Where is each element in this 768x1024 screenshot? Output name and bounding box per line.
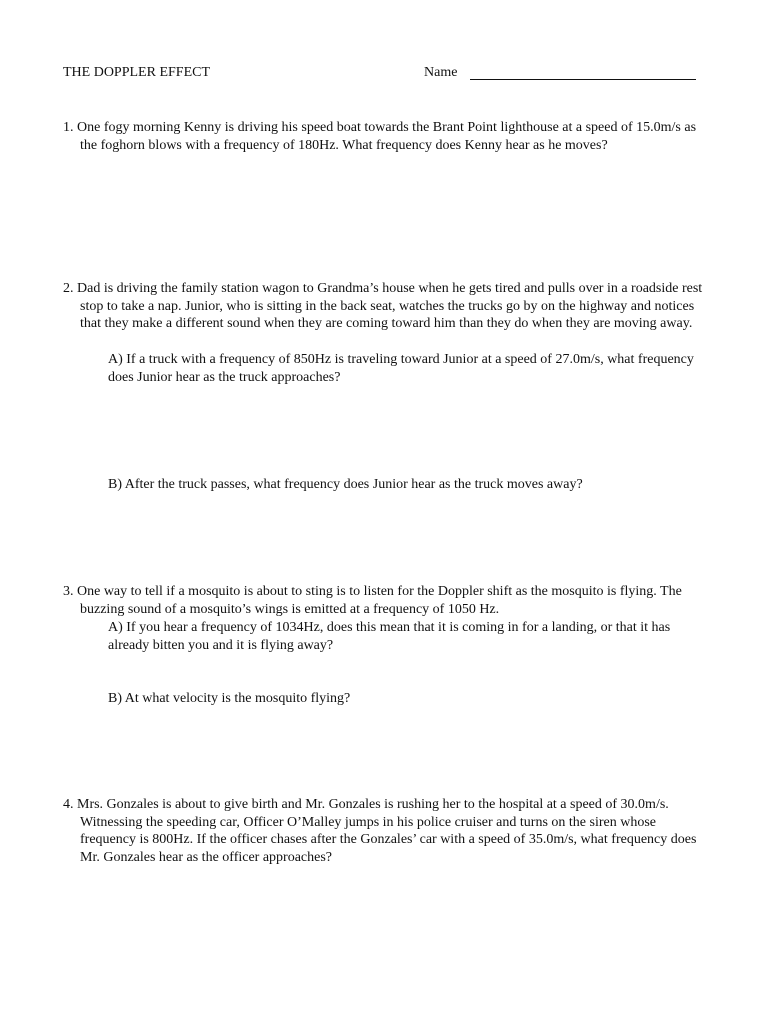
question-2-text: 2. Dad is driving the family station wagon to Grandma’s house when he gets tired and pulls over in a roadside rest stop to take a nap. Junior, who is sitting in the back seat, watches the trucks go by on the highway and notices that they make a different sound when they are coming toward him than they do when they are moving away. [63, 281, 703, 331]
question-2-part-a: A) If a truck with a frequency of 850Hz is traveling toward Junior at a speed of 27.0m/s, what frequency does Junior hear as the truck approaches? [108, 352, 694, 385]
question-3-part-a: A) If you hear a frequency of 1034Hz, does this mean that it is coming in for a landing, or that it has already bitten you and it is flying away? [108, 620, 671, 653]
question-4-text: 4. Mrs. Gonzales is about to give birth and Mr. Gonzales is rushing her to the hospital at a speed of 30.0m/s. Witnessing the speeding car, Officer O’Malley jumps in his police cruiser and turns on the siren whose frequency is 800Hz. If the officer chases after the Gonzales’ car with a speed of 35.0m/s, what frequency does Mr. Gonzales hear as the officer approaches? [63, 797, 697, 865]
worksheet-title: THE DOPPLER EFFECT [63, 65, 211, 80]
worksheet-header [63, 64, 703, 84]
question-2 [63, 280, 708, 333]
question-3-part-b: B) At what velocity is the mosquito flying? [108, 691, 351, 706]
question-3 [63, 583, 708, 618]
question-4 [63, 796, 708, 866]
question-1-text: 1. One fogy morning Kenny is driving his speed boat towards the Brant Point lighthouse at a speed of 15.0m/s as the foghorn blows with a frequency of 180Hz. What frequency does Kenny hear as he moves? [63, 120, 697, 153]
question-1 [63, 119, 708, 154]
question-2-part-b: B) After the truck passes, what frequency does Junior hear as the truck moves away? [108, 477, 583, 492]
name-blank-line [470, 79, 696, 80]
name-label: Name [424, 65, 458, 80]
question-3-text: 3. One way to tell if a mosquito is about to sting is to listen for the Doppler shift as the mosquito is flying. The buzzing sound of a mosquito’s wings is emitted at a frequency of 1050 Hz. [63, 584, 682, 617]
